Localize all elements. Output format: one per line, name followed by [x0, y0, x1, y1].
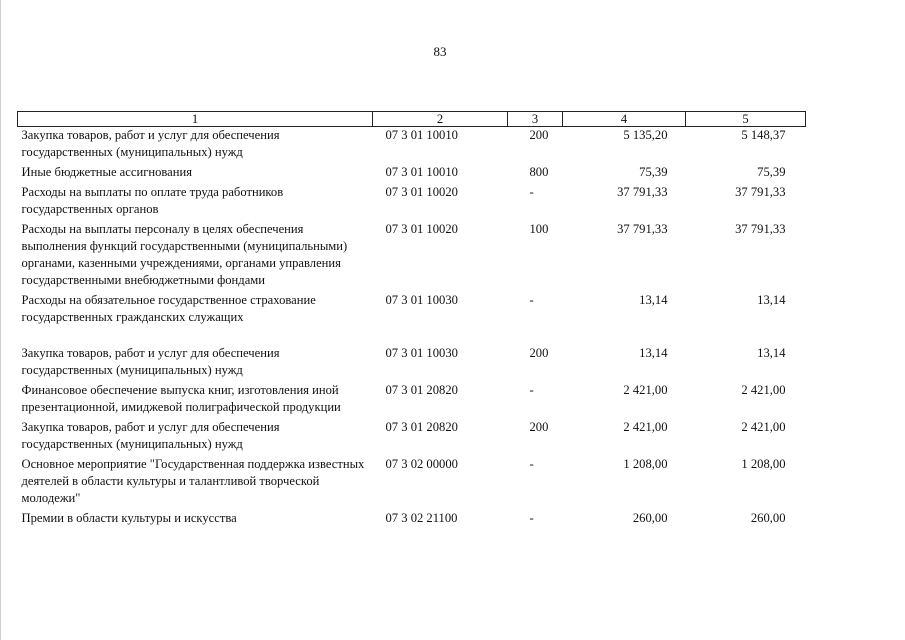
table-row	[18, 127, 806, 165]
row-vr: -	[529, 457, 534, 471]
header-col-5: 5	[686, 112, 806, 127]
row-sum-1: 5 135,20	[623, 128, 668, 142]
row-vr: -	[529, 185, 534, 199]
table-row	[18, 510, 806, 530]
row-vr: -	[529, 383, 534, 397]
row-code: 07 3 01 20820	[385, 383, 458, 397]
row-code: 07 3 01 10020	[385, 185, 458, 199]
row-code: 07 3 01 10010	[385, 165, 458, 179]
row-name: Премии в области культуры и искусства	[21, 511, 237, 525]
row-name: Расходы на выплаты по оплате труда работников государственных органов	[21, 185, 284, 216]
row-name: Финансовое обеспечение выпуска книг, изготовления иной презентационной, имиджевой полиграфической продукции	[21, 383, 341, 414]
row-sum-1: 37 791,33	[617, 222, 668, 236]
row-sum-2: 75,39	[757, 165, 786, 179]
row-name: Расходы на обязательное государственное страхование государственных гражданских служащих	[21, 293, 316, 324]
row-name: Иные бюджетные ассигнования	[21, 165, 193, 179]
row-vr: 200	[529, 128, 549, 142]
row-sum-1: 260,00	[632, 511, 668, 525]
row-vr: 800	[529, 165, 549, 179]
row-name: Закупка товаров, работ и услуг для обеспечения государственных (муниципальных) нужд	[21, 346, 280, 377]
row-vr: 200	[529, 420, 549, 434]
row-sum-1: 13,14	[639, 293, 668, 307]
row-vr: 100	[529, 222, 549, 236]
row-sum-2: 5 148,37	[741, 128, 786, 142]
row-sum-1: 75,39	[639, 165, 668, 179]
row-sum-2: 260,00	[750, 511, 786, 525]
row-sum-2: 37 791,33	[735, 222, 786, 236]
budget-table	[17, 111, 806, 530]
header-col-1: 1	[18, 112, 373, 127]
table-row	[18, 456, 806, 510]
table-row	[18, 164, 806, 184]
row-sum-2: 13,14	[757, 346, 786, 360]
row-code: 07 3 01 10030	[385, 293, 458, 307]
row-code: 07 3 02 00000	[385, 457, 458, 471]
row-sum-2: 13,14	[757, 293, 786, 307]
row-name: Закупка товаров, работ и услуг для обеспечения государственных (муниципальных) нужд	[21, 420, 280, 451]
row-vr: -	[529, 511, 534, 525]
row-sum-2: 1 208,00	[741, 457, 786, 471]
row-sum-2: 37 791,33	[735, 185, 786, 199]
header-col-3: 3	[508, 112, 563, 127]
row-code: 07 3 02 21100	[385, 511, 458, 525]
row-code: 07 3 01 10010	[385, 128, 458, 142]
header-col-2: 2	[373, 112, 508, 127]
row-vr: -	[529, 293, 534, 307]
row-code: 07 3 01 10020	[385, 222, 458, 236]
table-row	[18, 345, 806, 382]
row-sum-1: 37 791,33	[617, 185, 668, 199]
row-sum-1: 2 421,00	[623, 383, 668, 397]
row-code: 07 3 01 10030	[385, 346, 458, 360]
row-sum-2: 2 421,00	[741, 383, 786, 397]
table-header-row	[18, 112, 806, 127]
row-sum-1: 1 208,00	[623, 457, 668, 471]
header-col-4: 4	[563, 112, 686, 127]
row-sum-1: 2 421,00	[623, 420, 668, 434]
page-left-edge	[0, 0, 1, 640]
row-sum-1: 13,14	[639, 346, 668, 360]
row-name: Расходы на выплаты персоналу в целях обеспечения выполнения функций государственными (муниципальными) органами, казенными учреждениями, органами управления государственными внебюджетными фондами	[21, 222, 348, 287]
table-row	[18, 184, 806, 221]
table-row	[18, 419, 806, 456]
table-row	[18, 221, 806, 292]
row-name: Основное мероприятие "Государственная поддержка известных деятелей в области культуры и талантливой творческой молодежи"	[21, 457, 365, 505]
row-code: 07 3 01 20820	[385, 420, 458, 434]
row-name: Закупка товаров, работ и услуг для обеспечения государственных (муниципальных) нужд	[21, 128, 280, 159]
row-sum-2: 2 421,00	[741, 420, 786, 434]
table-row	[18, 292, 806, 345]
row-vr: 200	[529, 346, 549, 360]
page-number: 83	[433, 44, 447, 59]
table-row	[18, 382, 806, 419]
